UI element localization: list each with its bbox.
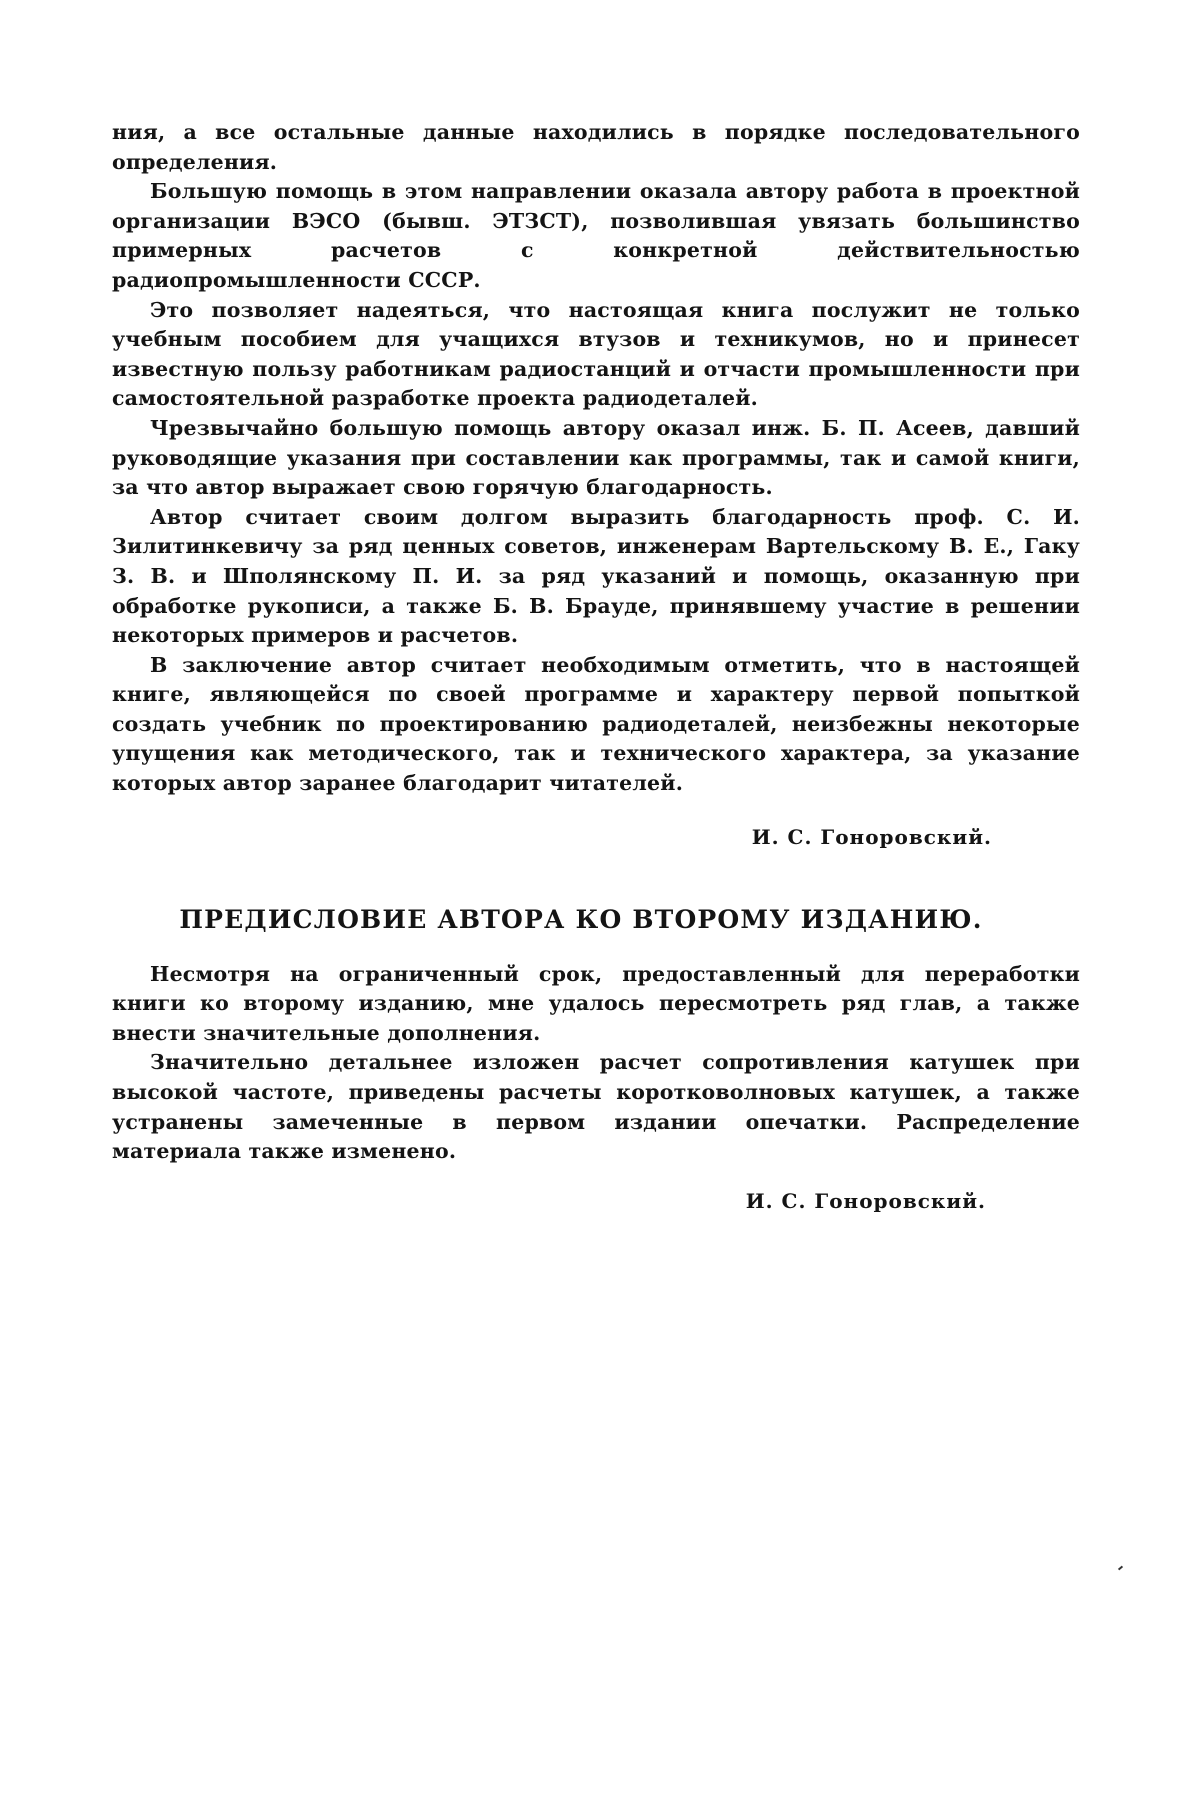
paragraph: Большую помощь в этом направлении оказала автору работа в проектной организации ВЭСО (бывш. ЭТЗСТ), позволившая увязать большинство примерных расчетов с конкретной действительностью радиопромышленности СССР.	[112, 179, 1080, 292]
paragraph: ния, а все остальные данные находились в порядке последовательного определения.	[112, 120, 1080, 174]
second-preface-section	[112, 905, 1080, 1213]
paragraph: Это позволяет надеяться, что настоящая книга послужит не только учебным пособием для учащихся втузов и техникумов, но и принесет известную пользу работникам радиостанций и отчасти промышленности при самостоятельной разработке проекта радиодеталей.	[112, 297, 1080, 411]
document-page	[112, 118, 1080, 1213]
paragraph: Несмотря на ограниченный срок, предоставленный для переработки книги ко второму изданию, мне удалось пересмотреть ряд глав, а также внести значительные дополнения.	[112, 961, 1080, 1045]
paragraph: Значительно детальнее изложен расчет сопротивления катушек при высокой частоте, приведены расчеты коротковолновых катушек, а также устранены замеченные в первом издании опечатки. Распределение материала также изменено.	[112, 1050, 1080, 1164]
scan-speck	[1118, 1566, 1123, 1571]
paragraph: В заключение автор считает необходимым отметить, что в настоящей книге, являющейся по своей программе и характеру первой попыткой создать учебник по проектированию радиодеталей, неизбежны некоторые упущения как методического, так и технического характера, за указание которых автор заранее благодарит читателей.	[112, 652, 1080, 796]
paragraph: Автор считает своим долгом выразить благодарность проф. С. И. Зилитинкевичу за ряд ценных советов, инженерам Вартельскому В. Е., Гаку З. В. и Шполянскому П. И. за ряд указаний и помощь, оказанную при обработке рукописи, а также Б. В. Брауде, принявшему участие в решении некоторых примеров и расчетов.	[112, 504, 1080, 648]
paragraph: Чрезвычайно большую помощь автору оказал инж. Б. П. Асеев, давший руководящие указания при составлении как программы, так и самой книги, за что автор выражает свою горячую благодарность.	[112, 415, 1080, 500]
author-signature: И. С. Гоноровский.	[745, 1188, 986, 1213]
first-preface-section	[112, 118, 1080, 849]
author-signature: И. С. Гоноровский.	[751, 824, 992, 849]
section-heading: ПРЕДИСЛОВИЕ АВТОРА КО ВТОРОМУ ИЗДАНИЮ.	[179, 904, 983, 934]
